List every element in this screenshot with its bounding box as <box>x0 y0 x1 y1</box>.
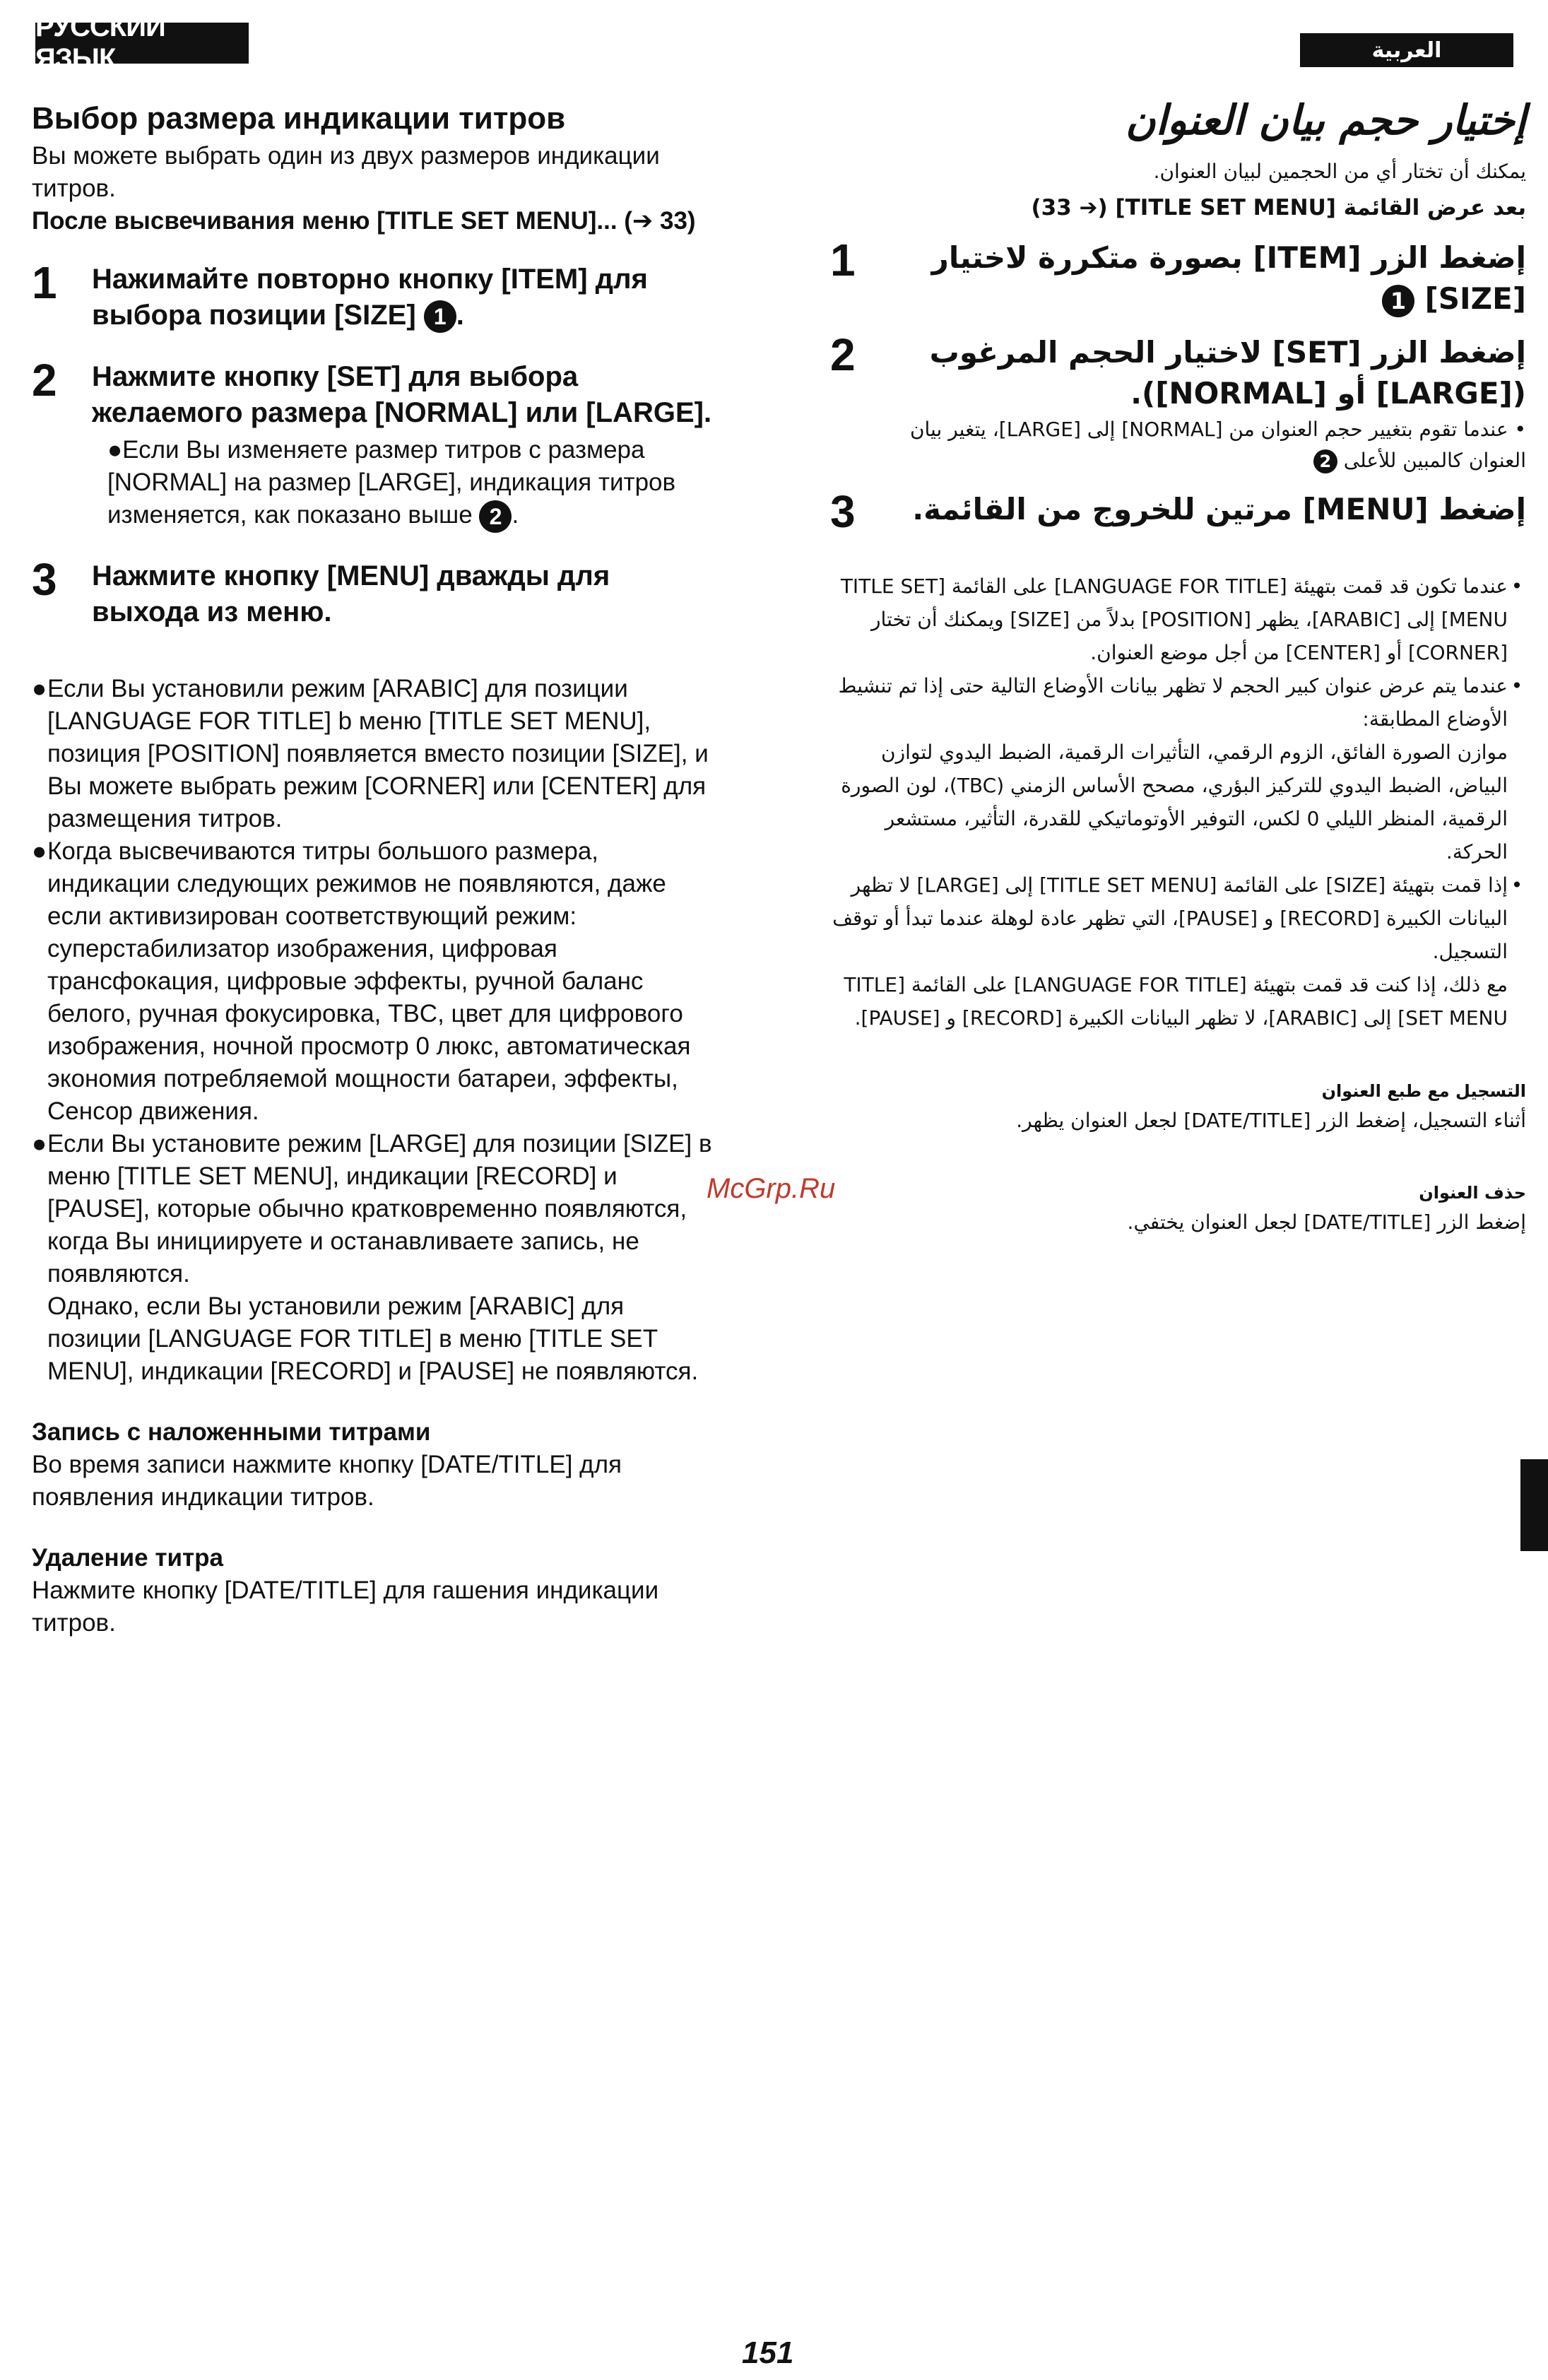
step-1 <box>32 257 714 334</box>
menu-prerequisite: После высвечивания меню [TITLE SET MENU]... (➔ 33) <box>32 207 696 235</box>
list-item-text: Когда высвечиваются титры большого размера, индикации следующих режимов не появляются, даже если активизирован соответствующий режим: <box>47 837 666 930</box>
subsection-title: التسجيل مع طبع العنوان <box>1321 1081 1526 1101</box>
list-item-continuation: موازن الصورة الفائق، الزوم الرقمي، التأثيرات الرقمية، الضبط اليدوي لتوازن البياض، الضبط اليدوي للتركيز البؤري، مصحح الأساس الزمني (TBC)، لون الصورة الرقمية، المنظر الليلي 0 لكس، التوفير الأوتوماتيكي للقدرة، التأثير، مستشعر الحركة. <box>841 741 1508 864</box>
step-number: 1 <box>830 235 856 285</box>
list-item <box>32 1128 714 1388</box>
intro-text: Вы можете выбрать один из двух размеров индикации титров. <box>32 142 660 202</box>
arabic-column <box>830 92 1526 1238</box>
list-item-continuation: суперстабилизатор изображения, цифровая трансфокация, цифровые эффекты, ручной баланс белого, ручная фокусировка, TBC, цвет для цифрового изображения, ночной просмотр 0 люкс, автоматическая экономия потребляемой мощности батареи, эффекты, Сенсор движения. <box>47 934 691 1125</box>
list-item-text: Если Вы установили режим [ARABIC] для позиции [LANGUAGE FOR TITLE] b меню [TITLE SET MENU], позиция [POSITION] появляется вместо позиции [SIZE], и Вы можете выбрать режим [CORNER] или [CENTER] для размещения титров. <box>47 674 709 832</box>
callout-marker-icon: 2 <box>479 500 512 533</box>
subsection-text: أثناء التسجيل، إضغط الزر [DATE/TITLE] لجعل العنوان يظهر. <box>1016 1109 1526 1132</box>
list-item-text: Если Вы установите режим [LARGE] для позиции [SIZE] в меню [TITLE SET MENU], индикации [RECORD] и [PAUSE], которые обычно кратковременно появляются, когда Вы инициируете и останавливаете запись, не появляются. <box>47 1129 712 1288</box>
subsection-title: Удаление титра <box>32 1543 223 1572</box>
bullet-icon: • <box>1511 575 1523 598</box>
step-number: 1 <box>32 257 57 308</box>
step-2 <box>32 355 714 533</box>
language-tag-russian: РУССКИЙ ЯЗЫК <box>35 23 249 64</box>
step-note <box>92 434 714 533</box>
step-number: 2 <box>32 355 57 406</box>
bullet-icon: ● <box>32 674 47 702</box>
list-item-text: عندما يتم عرض عنوان كبير الحجم لا تظهر بيانات الأوضاع التالية حتى إذا تم تنشيط الأوضاع المطابقة: <box>838 674 1508 731</box>
step-text: إضغط الزر [SET] لاختيار الحجم المرغوب ([LARGE] أو [NORMAL]). <box>929 335 1526 411</box>
step-note-end: . <box>512 501 519 529</box>
bullet-icon: • <box>1511 674 1523 697</box>
step-3 <box>830 486 1526 537</box>
notes-list <box>32 673 714 1388</box>
list-item <box>830 570 1526 669</box>
step-number: 3 <box>830 486 856 537</box>
list-item-continuation: Однако, если Вы установили режим [ARABIC] для позиции [LANGUAGE FOR TITLE] в меню [TITLE SET MENU], индикации [RECORD] и [PAUSE] не появляются. <box>47 1292 699 1385</box>
language-tag-arabic: العربية <box>1300 33 1513 67</box>
list-item-text: عندما تكون قد قمت بتهيئة [LANGUAGE FOR TITLE] على القائمة [TITLE SET MENU] إلى [ARABIC]، يظهر [POSITION] بدلاً من [SIZE] ويمكنك أن تختار [CORNER] أو [CENTER] من أجل موضع العنوان. <box>840 575 1508 664</box>
step-text: Нажмите кнопку [SET] для выбора желаемого размера [NORMAL] или [LARGE]. <box>92 361 712 428</box>
section-title: إختيار حجم بيان العنوان <box>1125 96 1526 144</box>
step-text: Нажимайте повторно кнопку [ITEM] для выбора позиции [SIZE] <box>92 264 648 331</box>
list-item <box>32 835 714 1128</box>
step-text: Нажмите кнопку [MENU] дважды для выхода из меню. <box>92 560 610 628</box>
step-text: إضغط الزر [ITEM] بصورة متكررة لاختيار [SIZE] <box>931 240 1526 316</box>
menu-prerequisite: بعد عرض القائمة [TITLE SET MENU] (➔ 33) <box>1031 195 1526 220</box>
callout-marker-icon: 2 <box>1313 449 1337 473</box>
list-item <box>830 868 1526 1035</box>
callout-marker-icon: 1 <box>1382 285 1414 317</box>
subsection-text: إضغط الزر [DATE/TITLE] لجعل العنوان يختفي. <box>1127 1210 1526 1234</box>
russian-column <box>32 99 714 1639</box>
list-item <box>32 673 714 835</box>
notes-list <box>830 570 1526 1035</box>
edge-thumb-tab <box>1520 1459 1548 1551</box>
step-2 <box>830 329 1526 476</box>
step-number: 3 <box>32 553 57 605</box>
step-3 <box>32 553 714 630</box>
bullet-icon: ● <box>32 837 47 865</box>
list-item-text: إذا قمت بتهيئة [SIZE] على القائمة [TITLE SET MENU] إلى [LARGE] لا تظهر البيانات الكبيرة [RECORD] و [PAUSE]، التي تظهر عادة لوهلة عندما تبدأ أو توقف التسجيل. <box>832 873 1508 963</box>
intro-text: يمكنك أن تختار أي من الحجمين لبيان العنوان. <box>1153 160 1526 183</box>
bullet-icon: ● <box>32 1129 47 1157</box>
subsection-text: Во время записи нажмите кнопку [DATE/TITLE] для появления индикации титров. <box>32 1450 622 1511</box>
step-note <box>880 414 1526 476</box>
step-text-end: . <box>456 300 464 331</box>
section-title: Выбор размера индикации титров <box>32 101 566 136</box>
list-item <box>830 669 1526 868</box>
subsection-text: Нажмите кнопку [DATE/TITLE] для гашения индикации титров. <box>32 1576 659 1637</box>
bullet-icon: • <box>1511 873 1523 897</box>
step-note-text: ●Если Вы изменяете размер титров с размера [NORMAL] на размер [LARGE], индикация титров изменяется, как показано выше <box>107 436 676 529</box>
callout-marker-icon: 1 <box>424 300 456 333</box>
step-1 <box>830 237 1526 319</box>
page-number: 151 <box>742 2335 794 2370</box>
subsection-title: Запись с наложенными титрами <box>32 1418 431 1446</box>
subsection-title: حذف العنوان <box>1419 1183 1526 1203</box>
step-number: 2 <box>830 329 856 380</box>
list-item-continuation: مع ذلك، إذا كنت قد قمت بتهيئة [LANGUAGE FOR TITLE] على القائمة [TITLE SET MENU] إلى [ARABIC]، لا تظهر البيانات الكبيرة [RECORD] و [PAUSE]. <box>844 973 1508 1030</box>
watermark: McGrp.Ru <box>707 1173 836 1204</box>
step-note-text: • عندما تقوم بتغيير حجم العنوان من [NORMAL] إلى [LARGE]، يتغير بيان العنوان كالمبين للأعلى <box>909 418 1526 472</box>
step-text: إضغط [MENU] مرتين للخروج من القائمة. <box>912 492 1526 526</box>
